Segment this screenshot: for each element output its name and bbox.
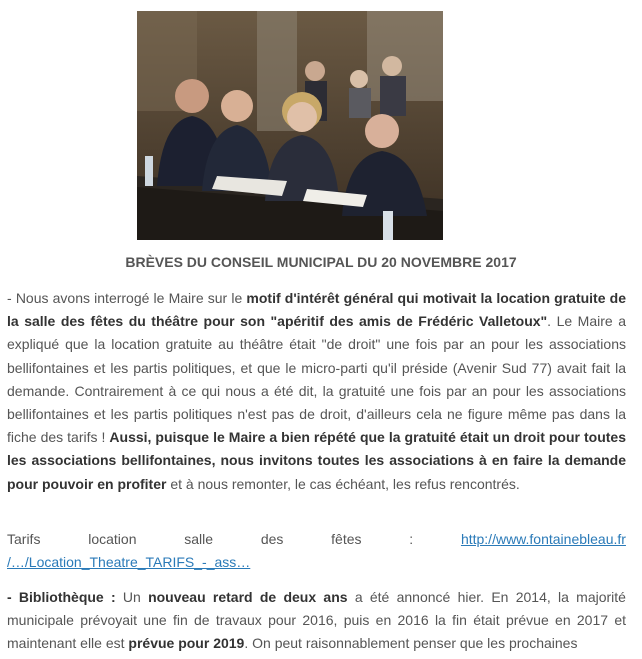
p3-text-2: a été annoncé hier. En 2014, la majorité municipale prévoyait une fin de travaux pour 2016, puis en 2016 la fin était prévue en 2017 et maintenant elle est — [7, 589, 626, 652]
p1-text-3: et à nous remonter, le cas échéant, les refus rencontrés. — [166, 475, 520, 492]
p1-text-1: - Nous avons interrogé le Maire sur le — [7, 290, 247, 306]
tarifs-line — [7, 528, 626, 551]
newsletter-title: BRÈVES DU CONSEIL MUNICIPAL DU 20 NOVEMBRE 2017 — [125, 254, 517, 270]
tarifs-word-5: fêtes — [331, 531, 362, 547]
p3-text-1: Un — [115, 589, 149, 605]
p1-bold-2: Aussi, puisque le Maire a bien répété que la gratuité était un droit pour toutes les associations bellifontaines, nous invitons toutes les associations à en faire la demande pour pouvoir en profiter — [7, 429, 626, 492]
p3-text-3: . On peut raisonnablement penser que les prochaines — [244, 635, 578, 652]
paragraph-location-salle — [7, 287, 626, 496]
photo-illustration — [137, 11, 443, 240]
tarifs-word-4: des — [260, 531, 284, 547]
p3-bold-2: nouveau retard de deux ans — [148, 589, 348, 605]
p3-bold-3: prévue pour 2019 — [128, 635, 245, 652]
tarifs-link-domain[interactable]: http://www.fontainebleau.fr — [460, 531, 626, 547]
council-meeting-photo — [137, 11, 443, 240]
tarifs-link-path[interactable]: /…/Location_Theatre_TARIFS_-_ass… — [7, 554, 251, 571]
p3-bold-1: - Bibliothèque : — [7, 589, 116, 605]
p1-text-2: . Le Maire a expliqué que la location gratuite au théâtre était "de droit" une fois par an pour les associations bellifontaines et les partis politiques, et que le micro-parti qu'il préside (Avenir Sud 77) avait fait la demande. Contrairement à ce qui nous a été dit, la gratuité une fois par an pour les associations bellifontaines et les partis politiques n'est pas de droit, d'ailleurs cela ne figure même pas dans la fiche des tarifs ! — [7, 313, 626, 446]
tarifs-word-2: location — [88, 531, 137, 547]
paragraph-bibliotheque — [7, 586, 626, 656]
p1-bold-1: motif d'intérêt général qui motivait la location gratuite de la salle des fêtes du théâtre pour son "apéritif des amis de Frédéric Valletoux" — [7, 290, 626, 330]
tarifs-word-1: Tarifs — [7, 531, 41, 547]
tarifs-colon: : — [409, 531, 414, 547]
tarifs-word-3: salle — [184, 531, 214, 547]
paragraph-tarifs — [7, 528, 626, 574]
